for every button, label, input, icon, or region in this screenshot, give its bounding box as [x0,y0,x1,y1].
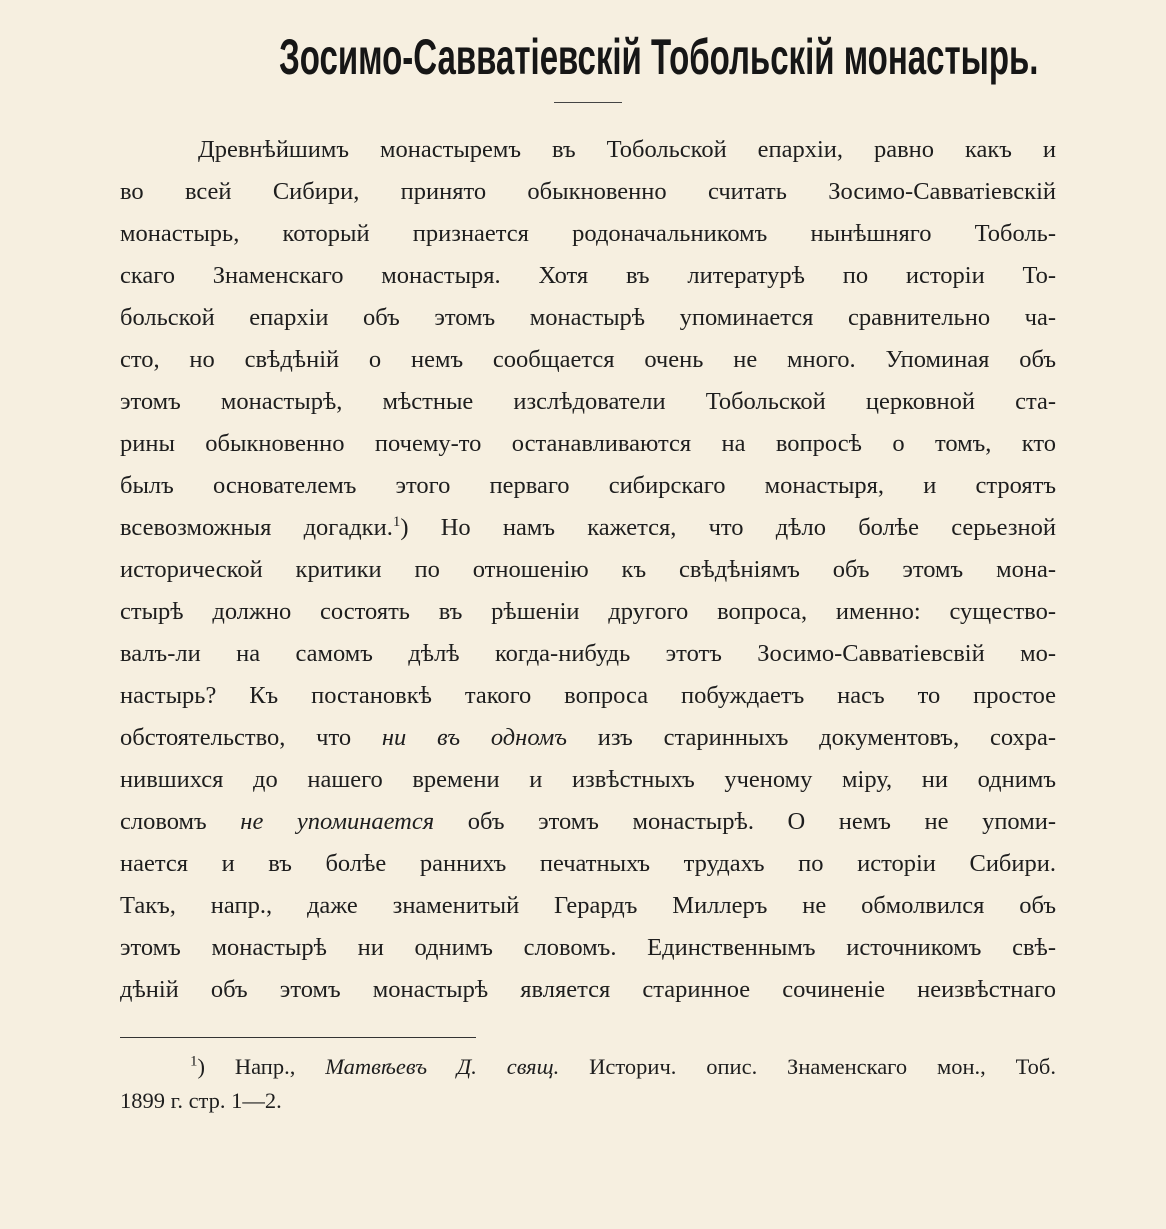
text-segment: обстоятельство, что [120,724,352,751]
footnote-marker: 1 [190,1053,198,1070]
text-line-with-emphasis [120,801,1056,843]
page-title: Зосимо-Савватіевскій Тобольскій монастырь. [279,29,1039,85]
text-line: этомъ монастырѣ ни однимъ словомъ. Единственнымъ источникомъ свѣ- [120,934,1056,961]
text-segment: объ этомъ монастырѣ. О немъ не упоми- [467,808,1056,835]
text-line: дѣній объ этомъ монастырѣ является старинное сочиненіе неизвѣстнаго [120,976,1056,1003]
footnote-lead: ) Напр., [197,1054,296,1079]
footnote [120,1050,1056,1118]
emphasis-text: не упоминается [240,808,435,835]
text-line: монастырь, который признается родоначальникомъ нынѣшняго Тоболь- [120,220,1056,247]
text-segment: ) Но намъ кажется, что дѣло болѣе серьезной [400,514,1056,541]
text-segment: всевозможныя догадки. [120,514,393,541]
emphasis-text: ни въ одномъ [381,724,567,751]
text-line: исторической критики по отношенію къ свѣдѣніямъ объ этомъ мона- [120,556,1056,583]
text-line: нившихся до нашего времени и извѣстныхъ ученому міру, ни однимъ [120,766,1056,793]
text-line: былъ основателемъ этого перваго сибирскаго монастыря, и строятъ [120,472,1056,499]
footnote-divider [120,1037,476,1038]
footnote-citation: Историч. опис. Знаменскаго мон., Тоб. [589,1054,1056,1079]
text-line: Древнѣйшимъ монастыремъ въ Тобольской епархіи, равно какъ и [198,136,1056,163]
footnote-reference: 1 [392,513,401,530]
text-line: рины обыкновенно почему-то останавливаются на вопросѣ о томъ, кто [120,430,1056,457]
text-segment: словомъ [120,808,207,835]
text-line-with-emphasis [120,717,1056,759]
footnote-line [120,1050,1056,1084]
footnote-line: 1899 г. стр. 1—2. [120,1088,282,1113]
text-line: настырь? Къ постановкѣ такого вопроса побуждаетъ насъ то простое [120,682,1056,709]
text-line: во всей Сибири, принято обыкновенно считать Зосимо-Савватіевскій [120,178,1056,205]
body-text [120,129,1056,1011]
text-line: этомъ монастырѣ, мѣстные изслѣдователи Тобольской церковной ста- [120,388,1056,415]
text-line: больской епархіи объ этомъ монастырѣ упоминается сравнительно ча- [120,304,1056,331]
title-divider [554,102,622,103]
footnote-author: Матвѣевъ Д. свящ. [325,1054,560,1079]
text-line: нается и въ болѣе раннихъ печатныхъ трудахъ по исторіи Сибири. [120,850,1056,877]
text-line: сто, но свѣдѣній о немъ сообщается очень не много. Упоминая объ [120,346,1056,373]
text-segment: изъ старинныхъ документовъ, сохра- [597,724,1056,751]
text-line: Такъ, напр., даже знаменитый Герардъ Миллеръ не обмолвился объ [120,892,1056,919]
text-line: стырѣ должно состоять въ рѣшеніи другого вопроса, именно: существо- [120,598,1056,625]
text-line-with-footnote-ref [120,507,1056,549]
text-line: валъ-ли на самомъ дѣлѣ когда-нибудь этотъ Зосимо-Савватіевсвій мо- [120,640,1056,667]
text-line: скаго Знаменскаго монастыря. Хотя въ литературѣ по исторіи То- [120,262,1056,289]
